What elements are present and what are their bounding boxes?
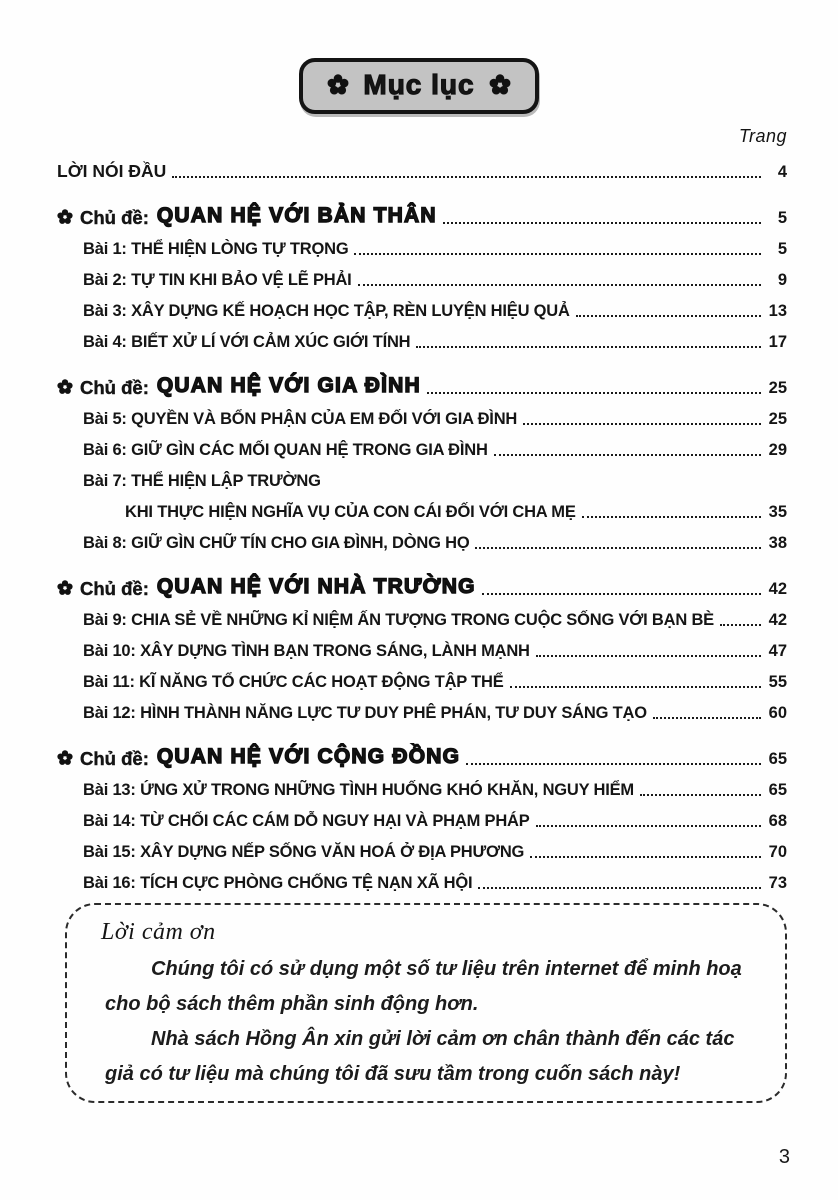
chapter-prefix: Chủ đề: [80, 206, 149, 228]
entry-page-number: 25 [768, 378, 787, 397]
toc-entry-row [57, 861, 787, 892]
dot-leader [536, 655, 761, 657]
entry-label: Bài 5: QUYỀN VÀ BỔN PHẬN CỦA EM ĐỐI VỚI GIA ĐÌNH [83, 409, 518, 428]
toc-entry-row [57, 258, 787, 289]
florette-icon [489, 74, 511, 96]
acknowledgement-title: Lời cảm ơn [101, 919, 216, 945]
chapter-prefix: Chủ đề: [80, 376, 149, 398]
dot-leader [653, 717, 761, 719]
toc-entry-row [57, 768, 787, 799]
chapter-title: QUAN HỆ VỚI BẢN THÂN [156, 203, 437, 227]
table-of-contents [57, 151, 787, 892]
entry-label: LỜI NÓI ĐẦU [57, 160, 167, 181]
entry-label: Bài 11: KĨ NĂNG TỔ CHỨC CÁC HOẠT ĐỘNG TẬP THỂ [83, 672, 504, 691]
chapter-prefix: Chủ đề: [80, 747, 149, 769]
toc-entry-continuation-row [57, 490, 787, 521]
entry-page-number: 25 [768, 409, 787, 428]
entry-label: Bài 16: TÍCH CỰC PHÒNG CHỐNG TỆ NẠN XÃ HỘI [83, 873, 473, 892]
entry-page-number: 13 [768, 301, 787, 320]
entry-page-number: 38 [768, 533, 787, 552]
dot-leader [576, 315, 761, 317]
entry-label: KHI THỰC HIỆN NGHĨA VỤ CỦA CON CÁI ĐỐI VỚI CHA MẸ [125, 502, 576, 521]
florette-icon [57, 209, 73, 225]
dot-leader [482, 593, 761, 595]
page-number: 3 [778, 1146, 790, 1168]
dot-leader [427, 392, 761, 394]
dot-leader [720, 624, 761, 626]
dot-leader [475, 547, 761, 549]
entry-label: Bài 13: ỨNG XỬ TRONG NHỮNG TÌNH HUỐNG KHÓ KHĂN, NGUY HIỂM [83, 780, 634, 799]
toc-entry-row [57, 799, 787, 830]
dot-leader [443, 222, 761, 224]
dot-leader [172, 176, 761, 178]
entry-page-number: 42 [768, 610, 787, 629]
toc-entry-row [57, 521, 787, 552]
entry-page-number: 35 [768, 502, 787, 521]
toc-entry-row [57, 320, 787, 351]
entry-page-number: 17 [768, 332, 787, 351]
florette-icon [57, 379, 73, 395]
toc-chapter-row [57, 193, 787, 227]
toc-entry-row [57, 660, 787, 691]
dot-leader [510, 686, 761, 688]
chapter-title: QUAN HỆ VỚI GIA ĐÌNH [156, 373, 421, 397]
toc-entry-row [57, 428, 787, 459]
entry-label: Bài 9: CHIA SẺ VỀ NHỮNG KỈ NIỆM ẤN TƯỢNG TRONG CUỘC SỐNG VỚI BẠN BÈ [83, 610, 714, 629]
entry-page-number: 9 [777, 270, 787, 289]
title-badge-wrap [0, 0, 838, 114]
dot-leader [640, 794, 761, 796]
dot-leader [523, 423, 761, 425]
entry-page-number: 5 [777, 208, 787, 227]
toc-entry-row [57, 227, 787, 258]
entry-page-number: 47 [768, 641, 787, 660]
entry-label: Bài 10: XÂY DỰNG TÌNH BẠN TRONG SÁNG, LÀNH MẠNH [83, 641, 530, 660]
entry-label: Bài 1: THỂ HIỆN LÒNG TỰ TRỌNG [83, 239, 349, 258]
page-title: Mục lục [363, 69, 475, 100]
florette-icon [57, 580, 73, 596]
toc-entry-row [57, 830, 787, 861]
entry-label: Bài 12: HÌNH THÀNH NĂNG LỰC TƯ DUY PHÊ PHÁN, TƯ DUY SÁNG TẠO [83, 703, 647, 722]
entry-page-number: 65 [768, 749, 787, 768]
chapter-title: QUAN HỆ VỚI NHÀ TRƯỜNG [156, 574, 476, 598]
toc-intro-row [57, 151, 787, 181]
entry-label: Bài 14: TỪ CHỐI CÁC CÁM DỖ NGUY HẠI VÀ PHẠM PHÁP [83, 811, 530, 830]
dot-leader [478, 887, 761, 889]
florette-icon [57, 750, 73, 766]
entry-label: Bài 6: GIỮ GÌN CÁC MỐI QUAN HỆ TRONG GIA ĐÌNH [83, 440, 488, 459]
toc-entry-row [57, 459, 787, 490]
dot-leader [358, 284, 761, 286]
entry-page-number: 68 [768, 811, 787, 830]
florette-icon [327, 74, 349, 96]
trang-row [0, 114, 838, 147]
toc-chapter-row [57, 734, 787, 768]
entry-label: Bài 15: XÂY DỰNG NẾP SỐNG VĂN HOÁ Ở ĐỊA PHƯƠNG [83, 842, 525, 861]
entry-page-number: 73 [768, 873, 787, 892]
entry-page-number: 5 [777, 239, 787, 258]
dot-leader [582, 516, 761, 518]
entry-page-number: 4 [777, 162, 787, 181]
dot-leader [354, 253, 761, 255]
chapter-title: QUAN HỆ VỚI CỘNG ĐỒNG [156, 744, 461, 768]
chapter-prefix: Chủ đề: [80, 577, 149, 599]
dot-leader [536, 825, 761, 827]
toc-entry-row [57, 397, 787, 428]
entry-page-number: 70 [768, 842, 787, 861]
entry-page-number: 60 [768, 703, 787, 722]
acknowledgement-paragraph: Nhà sách Hồng Ân xin gửi lời cảm ơn chân thành đến các tác giả có tư liệu mà chúng tôi đã sưu tầm trong cuốn sách này! [105, 1028, 735, 1085]
entry-label: Bài 7: THỂ HIỆN LẬP TRƯỜNG [83, 471, 321, 490]
dot-leader [466, 763, 761, 765]
entry-page-number: 42 [768, 579, 787, 598]
entry-page-number: 55 [768, 672, 787, 691]
entry-label: Bài 8: GIỮ GÌN CHỮ TÍN CHO GIA ĐÌNH, DÒNG HỌ [83, 533, 470, 552]
entry-label: Bài 3: XÂY DỰNG KẾ HOẠCH HỌC TẬP, RÈN LUYỆN HIỆU QUẢ [83, 301, 570, 320]
entry-page-number: 65 [768, 780, 787, 799]
toc-chapter-row [57, 564, 787, 598]
dot-leader [494, 454, 761, 456]
dot-leader [416, 346, 761, 348]
trang-column-label: Trang [738, 126, 787, 146]
acknowledgement-box [65, 903, 787, 1103]
toc-entry-row [57, 691, 787, 722]
dot-leader [530, 856, 761, 858]
acknowledgement-paragraph: Chúng tôi có sử dụng một số tư liệu trên internet để minh hoạ cho bộ sách thêm phần sinh động hơn. [105, 958, 742, 1015]
entry-page-number: 29 [768, 440, 787, 459]
entry-label: Bài 4: BIẾT XỬ LÍ VỚI CẢM XÚC GIỚI TÍNH [83, 332, 411, 351]
entry-label: Bài 2: TỰ TIN KHI BẢO VỆ LẼ PHẢI [83, 270, 352, 289]
toc-entry-row [57, 598, 787, 629]
toc-entry-row [57, 289, 787, 320]
toc-chapter-row [57, 363, 787, 397]
muc-luc-title-badge [299, 58, 538, 114]
toc-entry-row [57, 629, 787, 660]
